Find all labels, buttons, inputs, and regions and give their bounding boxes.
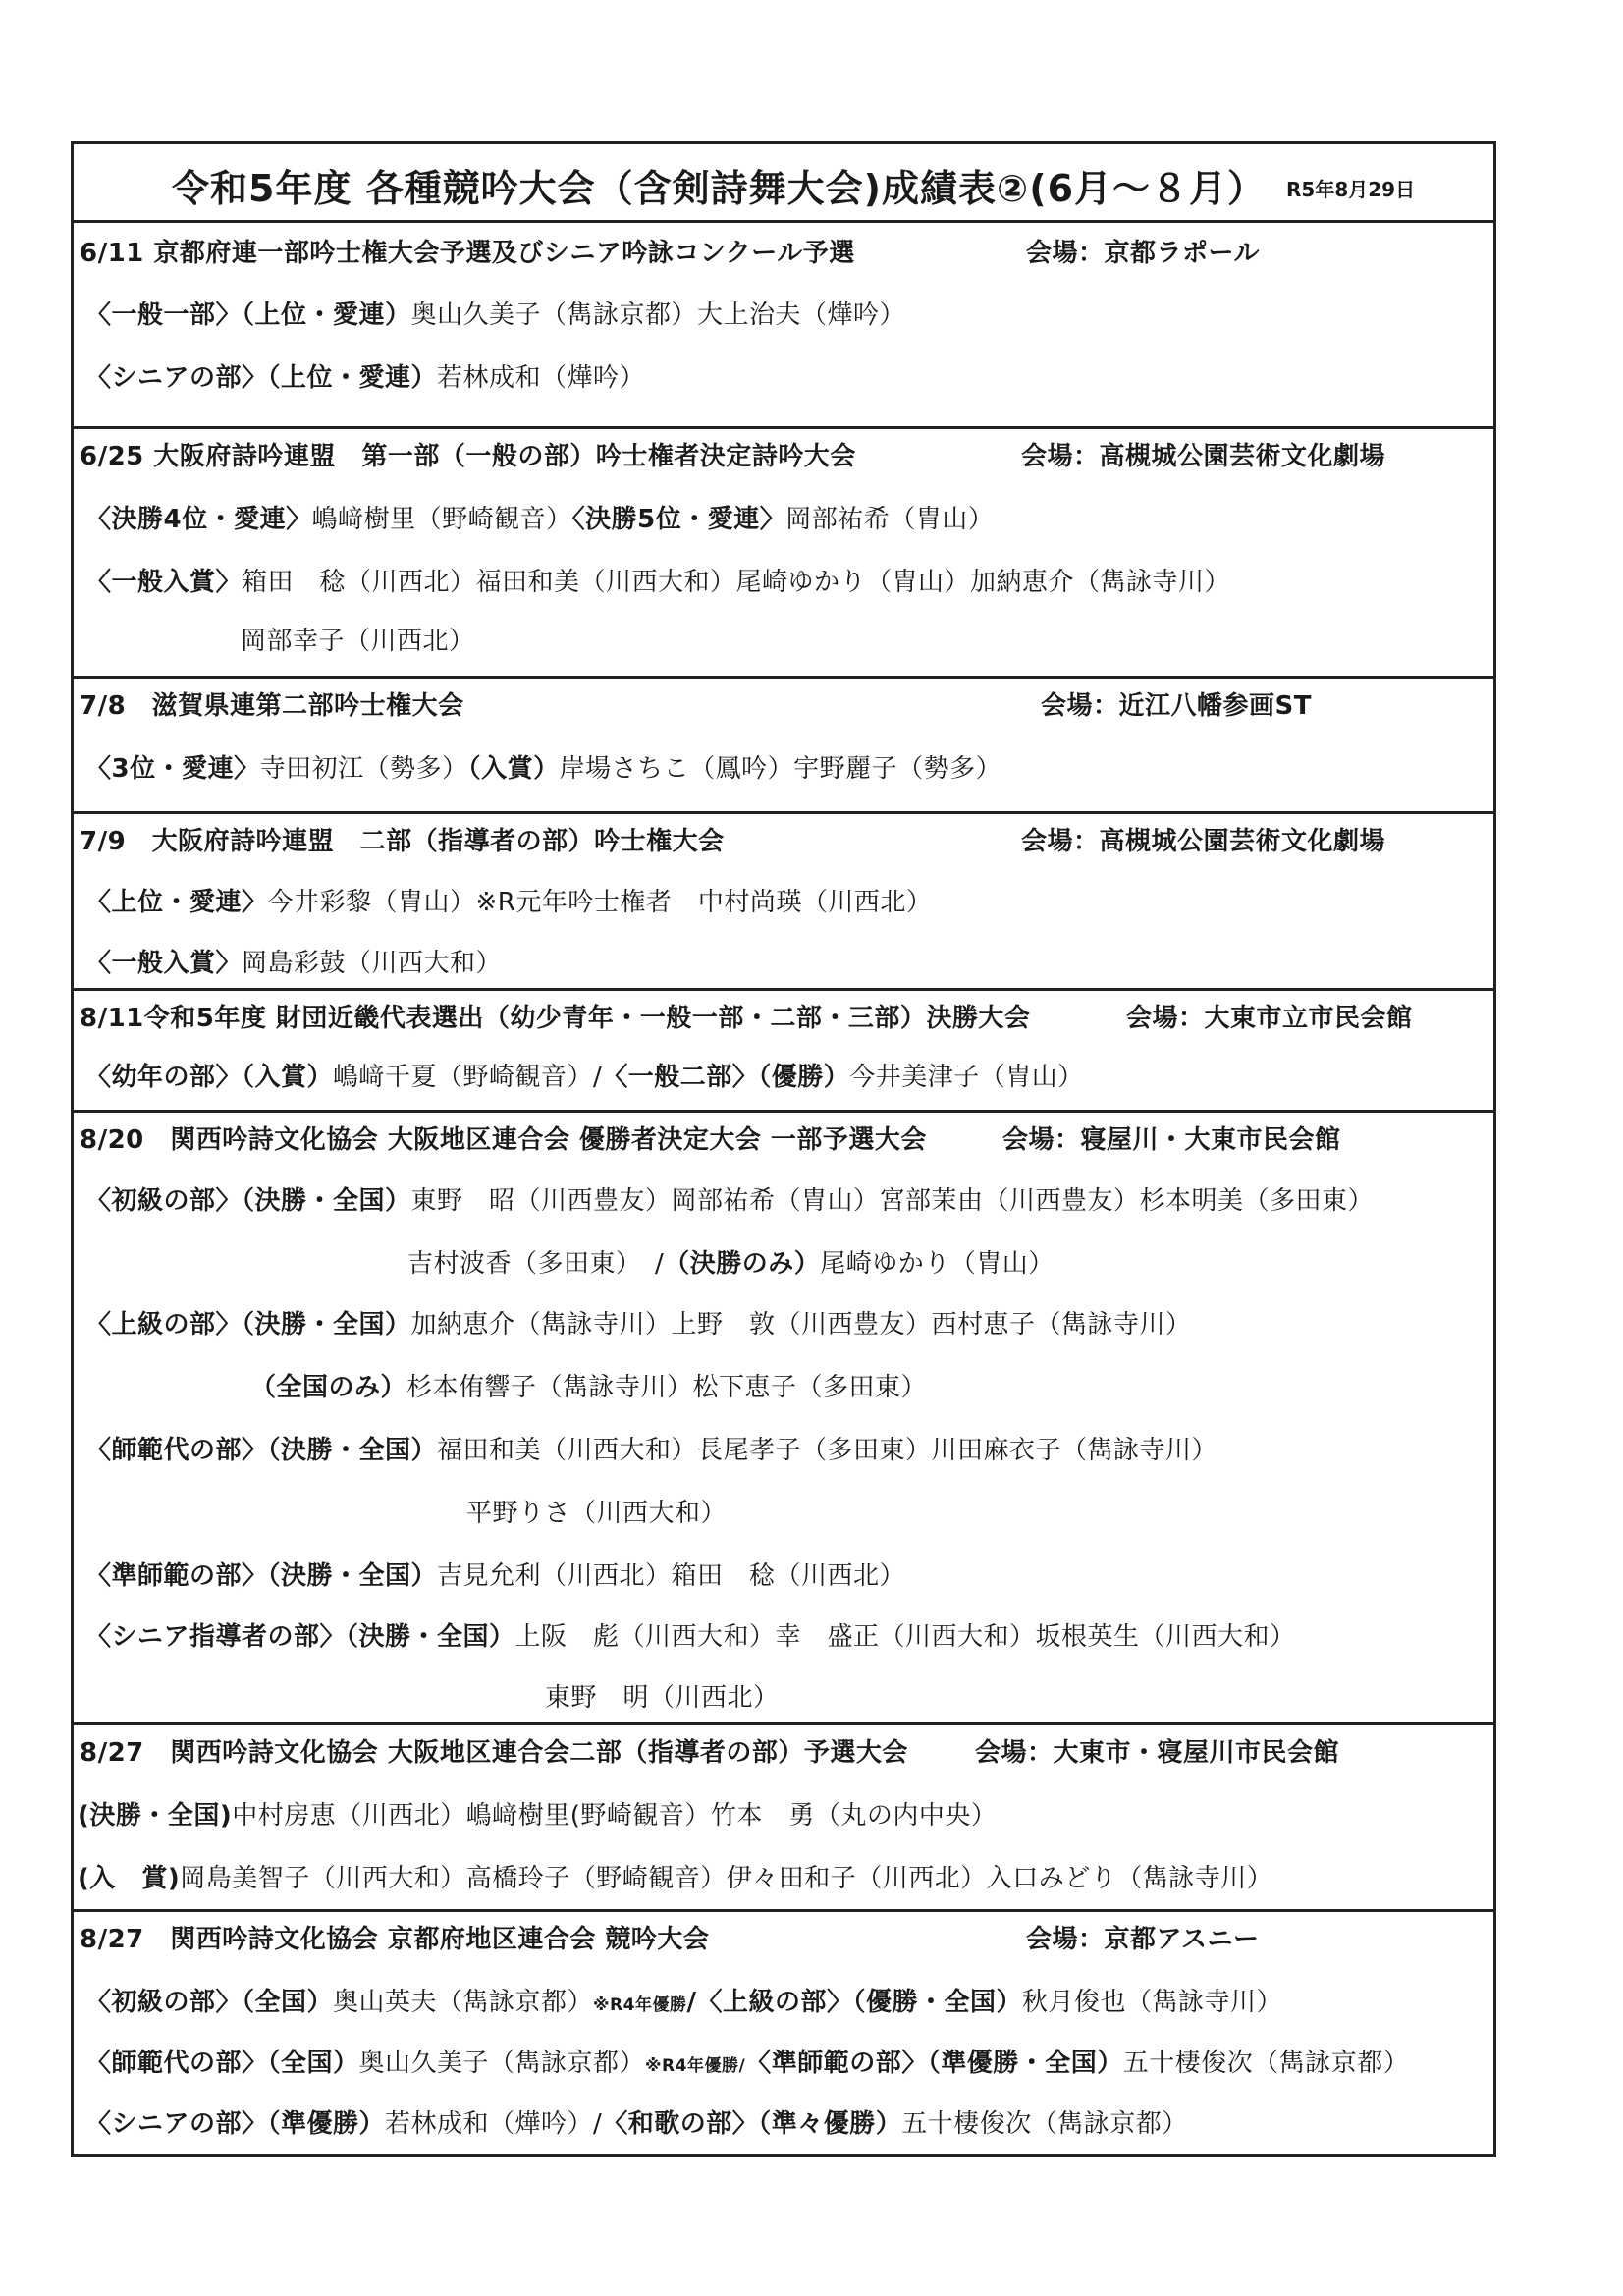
winner-names: 杉本侑響子（雋詠寺川）松下恵子（多田東） (406, 1373, 928, 1402)
event-venue: 会場：高槻城公園芸術文化劇場 (1021, 827, 1386, 856)
event-title: 8/27 関西吟詩文化協会 京都府地区連合会 競吟大会 (80, 1925, 710, 1954)
event-title: 7/8 滋賀県連第二部吟士権大会 (80, 691, 464, 721)
winner-names: 嶋﨑千夏（野崎観音）/ (333, 1063, 603, 1092)
category-label: 〈一般一部〉（上位・愛連） (85, 301, 411, 330)
category-label: 〈シニアの部〉（準優勝） (85, 2109, 386, 2139)
category-label: 〈師範代の部〉（決勝・全国） (85, 1436, 438, 1465)
event-section (74, 1113, 1493, 1725)
event-section (74, 1725, 1493, 1912)
winner-names: 吉見允利（川西北）箱田 稔（川西北） (437, 1561, 906, 1591)
winner-names: 福田和美（川西大和）長尾孝子（多田東）川田麻衣子（雋詠寺川） (437, 1436, 1218, 1465)
winner-names: 加納恵介（雋詠寺川）上野 敦（川西豊友）西村恵子（雋詠寺川） (410, 1310, 1192, 1339)
category-label: /〈上級の部〉（優勝・全国） (686, 1988, 1022, 2017)
category-label: (決勝・全国) (78, 1801, 233, 1831)
winner-names: 箱田 稔（川西北）福田和美（川西大和）尾崎ゆかり（胄山）加納恵介（雋詠寺川） (242, 568, 1231, 597)
category-label: 〈初級の部〉（全国） (85, 1988, 334, 2017)
winner-names: 東野 明（川西北） (545, 1683, 780, 1713)
event-venue: 会場：大東市立市民会館 (1126, 1004, 1413, 1033)
category-label: 〈準師範の部〉（準優勝・全国） (745, 2049, 1123, 2078)
event-section (74, 991, 1493, 1113)
winner-names: 秋月俊也（雋詠寺川） (1021, 1988, 1282, 2017)
event-venue: 会場：寝屋川・大東市民会館 (1002, 1125, 1341, 1155)
result-line (78, 1863, 1272, 1894)
category-label: （全国のみ） (250, 1373, 407, 1402)
result-line (85, 753, 1001, 785)
category-label: 〈上級の部〉（決勝・全国） (85, 1310, 411, 1339)
winner-names: 嶋﨑樹里（野崎観音） (311, 505, 572, 534)
event-venue: 会場：京都アスニー (1026, 1925, 1260, 1954)
winner-names: 上阪 彪（川西大和）幸 盛正（川西大和）坂根英生（川西大和） (514, 1622, 1296, 1652)
winner-names: 尾崎ゆかり（胄山） (820, 1249, 1055, 1279)
category-label: 〈決勝4位・愛連〉 (85, 505, 312, 534)
event-title: 7/9 大阪府詩吟連盟 二部（指導者の部）吟士権大会 (80, 827, 725, 856)
event-venue: 会場：大東市・寝屋川市民会館 (975, 1738, 1340, 1768)
category-label: 〈初級の部〉（決勝・全国） (85, 1186, 411, 1216)
event-venue: 会場：高槻城公園芸術文化劇場 (1021, 442, 1386, 471)
category-label: 〈一般入賞〉 (85, 568, 243, 597)
result-line (466, 1498, 727, 1529)
winner-names: 奥山久美子（雋詠京都） (358, 2049, 646, 2078)
event-title: 8/27 関西吟詩文化協会 大阪地区連合会二部（指導者の部）予選大会 (80, 1738, 908, 1768)
result-line (85, 948, 502, 979)
event-section (74, 223, 1493, 429)
winner-names: 若林成和（燁吟）/ (385, 2109, 603, 2139)
category-label: 〈和歌の部〉（準々優勝） (602, 2109, 902, 2139)
winner-names: 岡島美智子（川西大和）高橋玲子（野崎観音）伊々田和子（川西北）入口みどり（雋詠寺川） (180, 1864, 1273, 1893)
result-line (85, 362, 645, 394)
winner-names: 岡部祐希（胄山） (785, 505, 995, 534)
winner-names: 五十棲俊次（雋詠京都） (1122, 2049, 1410, 2078)
event-section (74, 814, 1493, 991)
winner-names: 今井美津子（胄山） (849, 1063, 1084, 1092)
winner-names: 中村房恵（川西北）嶋﨑樹里(野崎観音）竹本 勇（丸の内中央） (232, 1801, 998, 1831)
category-label: 〈シニアの部〉（上位・愛連） (85, 363, 438, 393)
result-line (85, 300, 905, 331)
result-line (241, 626, 475, 657)
category-label: （入賞） (467, 754, 560, 784)
result-line (85, 887, 932, 918)
result-line (85, 504, 994, 535)
result-line (85, 1987, 1282, 2021)
note: ※R4年優勝/ (645, 2056, 746, 2076)
winner-names: 寺田初江（勢多） (259, 754, 468, 784)
category-label: 〈準師範の部〉（決勝・全国） (85, 1561, 438, 1591)
result-line (85, 1185, 1374, 1217)
winner-names: 岡部幸子（川西北） (241, 627, 475, 656)
winner-names: 岸場さちこ（鳳吟）宇野麗子（勢多） (559, 754, 1002, 784)
category-label: 〈3位・愛連〉 (85, 754, 260, 784)
result-line (85, 567, 1230, 598)
event-title: 8/20 関西吟詩文化協会 大阪地区連合会 優勝者決定大会 一部予選大会 (80, 1125, 927, 1155)
winner-names: 若林成和（燁吟） (437, 363, 646, 393)
note: ※R4年優勝 (593, 1995, 687, 2015)
category-label: 〈一般入賞〉 (85, 949, 243, 978)
result-line (250, 1372, 927, 1403)
result-line (85, 1309, 1192, 1340)
winner-names: 奥山英夫（雋詠京都） (333, 1988, 594, 2017)
category-label: 〈師範代の部〉（全国） (85, 2049, 359, 2078)
winner-names: 奥山久美子（雋詠京都）大上治夫（燁吟） (410, 301, 906, 330)
winner-names: 吉村波香（多田東） / (407, 1249, 665, 1279)
result-line (545, 1682, 780, 1714)
result-line (85, 2048, 1409, 2082)
event-venue: 会場：京都ラポール (1026, 239, 1260, 268)
result-line (85, 1560, 905, 1592)
result-line (85, 1435, 1217, 1466)
result-line (85, 1062, 1084, 1093)
winner-names: 五十棲俊次（雋詠京都） (901, 2109, 1188, 2139)
results-document (71, 141, 1496, 2157)
category-label: 〈決勝5位・愛連〉 (571, 505, 786, 534)
document-date: R5年8月29日 (1286, 178, 1416, 201)
category-label: 〈一般二部〉（優勝） (602, 1063, 850, 1092)
category-label: (入 賞) (78, 1864, 181, 1893)
title-box (74, 144, 1493, 223)
event-section (74, 429, 1493, 679)
document-title: 令和5年度 各種競吟大会（含剣詩舞大会)成績表②(6月～８月） (172, 167, 1267, 210)
event-title: 6/25 大阪府詩吟連盟 第一部（一般の部）吟士権者決定詩吟大会 (80, 442, 856, 471)
result-line (85, 1621, 1296, 1653)
event-title: 6/11 京都府連一部吟士権大会予選及びシニア吟詠コンクール予選 (80, 239, 855, 268)
winner-names: 今井彩黎（胄山）※R元年吟士権者 中村尚瑛（川西北） (267, 888, 933, 917)
result-line (85, 2108, 1188, 2140)
category-label: 〈幼年の部〉（入賞） (85, 1063, 334, 1092)
event-title: 8/11令和5年度 財団近畿代表選出（幼少青年・一般一部・二部・三部）決勝大会 (80, 1004, 1031, 1033)
result-line (78, 1800, 997, 1831)
event-section (74, 679, 1493, 814)
event-venue: 会場：近江八幡参画ST (1041, 691, 1312, 721)
winner-names: 東野 昭（川西豊友）岡部祐希（胄山）宮部茉由（川西豊友）杉本明美（多田東） (410, 1186, 1375, 1216)
category-label: 〈シニア指導者の部〉（決勝・全国） (85, 1622, 515, 1652)
winner-names: 岡島彩鼓（川西大和） (242, 949, 503, 978)
category-label: （決勝のみ） (664, 1249, 821, 1279)
category-label: 〈上位・愛連〉 (85, 888, 268, 917)
event-section (74, 1912, 1493, 2154)
winner-names: 平野りさ（川西大和） (466, 1499, 728, 1528)
result-line (407, 1248, 1055, 1280)
